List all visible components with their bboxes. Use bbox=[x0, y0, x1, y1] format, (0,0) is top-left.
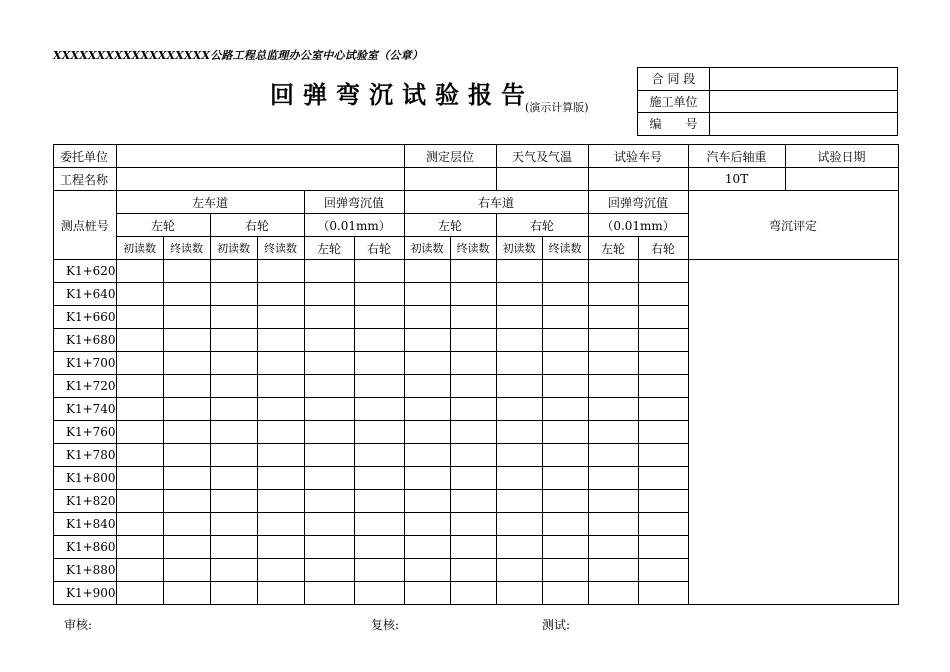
reading-cell[interactable] bbox=[354, 559, 404, 582]
unit-value[interactable] bbox=[710, 90, 898, 113]
reading-cell[interactable] bbox=[163, 352, 210, 375]
right-lane-right-wheel: 右轮 bbox=[496, 214, 588, 237]
station-cell: K1+700 bbox=[54, 352, 117, 375]
reading-cell[interactable] bbox=[404, 283, 450, 306]
reading-cell[interactable] bbox=[163, 329, 210, 352]
reading-cell[interactable] bbox=[638, 260, 688, 283]
reading-cell[interactable] bbox=[542, 398, 588, 421]
station-cell: K1+900 bbox=[54, 582, 117, 605]
reading-cell[interactable] bbox=[638, 536, 688, 559]
client-label: 委托单位 bbox=[54, 145, 117, 168]
reading-cell[interactable] bbox=[210, 398, 257, 421]
reading-cell[interactable] bbox=[354, 329, 404, 352]
reading-cell[interactable] bbox=[257, 582, 304, 605]
reading-cell[interactable] bbox=[304, 582, 354, 605]
reading-cell[interactable] bbox=[496, 582, 542, 605]
reading-cell[interactable] bbox=[163, 536, 210, 559]
reading-cell[interactable] bbox=[638, 398, 688, 421]
reading-cell[interactable] bbox=[210, 352, 257, 375]
reading-cell[interactable] bbox=[496, 513, 542, 536]
reading-cell[interactable] bbox=[210, 467, 257, 490]
right-deflection-header: 回弹弯沉值 bbox=[588, 191, 688, 214]
report-subtitle: (演示计算版) bbox=[525, 101, 589, 114]
reading-cell[interactable] bbox=[450, 444, 496, 467]
project-value[interactable] bbox=[116, 168, 404, 191]
reading-cell[interactable] bbox=[163, 582, 210, 605]
date-value[interactable] bbox=[785, 168, 898, 191]
reading-cell[interactable] bbox=[496, 306, 542, 329]
final-reading-header: 终读数 bbox=[257, 237, 304, 260]
reading-cell[interactable] bbox=[638, 559, 688, 582]
reading-cell[interactable] bbox=[163, 375, 210, 398]
left-deflection-header: 回弹弯沉值 bbox=[304, 191, 404, 214]
reading-cell[interactable] bbox=[257, 375, 304, 398]
reading-cell[interactable] bbox=[210, 490, 257, 513]
reading-cell[interactable] bbox=[404, 444, 450, 467]
reading-cell[interactable] bbox=[542, 375, 588, 398]
reading-cell[interactable] bbox=[304, 283, 354, 306]
left-wheel-header: 左轮 bbox=[304, 237, 354, 260]
reading-cell[interactable] bbox=[304, 306, 354, 329]
right-lane-left-wheel: 左轮 bbox=[404, 214, 496, 237]
reading-cell[interactable] bbox=[210, 260, 257, 283]
reading-cell[interactable] bbox=[163, 260, 210, 283]
reading-cell[interactable] bbox=[304, 513, 354, 536]
reading-cell[interactable] bbox=[404, 398, 450, 421]
axle-label: 汽车后轴重 bbox=[688, 145, 785, 168]
left-lane-left-wheel: 左轮 bbox=[116, 214, 210, 237]
station-cell: K1+760 bbox=[54, 421, 117, 444]
reading-cell[interactable] bbox=[542, 513, 588, 536]
layer-value[interactable] bbox=[404, 168, 496, 191]
vehicle-value[interactable] bbox=[588, 168, 688, 191]
reading-cell[interactable] bbox=[210, 421, 257, 444]
reading-cell[interactable] bbox=[638, 375, 688, 398]
reading-cell[interactable] bbox=[257, 352, 304, 375]
reading-cell[interactable] bbox=[588, 467, 638, 490]
project-label: 工程名称 bbox=[54, 168, 117, 191]
reading-cell[interactable] bbox=[404, 559, 450, 582]
reading-cell[interactable] bbox=[404, 582, 450, 605]
reading-cell[interactable] bbox=[588, 444, 638, 467]
reading-cell[interactable] bbox=[116, 375, 163, 398]
initial-reading-header: 初读数 bbox=[404, 237, 450, 260]
reading-cell[interactable] bbox=[304, 421, 354, 444]
reading-cell[interactable] bbox=[450, 260, 496, 283]
station-header: 测点桩号 bbox=[54, 191, 117, 260]
reading-cell[interactable] bbox=[450, 490, 496, 513]
reading-cell[interactable] bbox=[404, 490, 450, 513]
reading-cell[interactable] bbox=[116, 329, 163, 352]
reading-cell[interactable] bbox=[257, 283, 304, 306]
reading-cell[interactable] bbox=[542, 536, 588, 559]
reading-cell[interactable] bbox=[450, 398, 496, 421]
station-cell: K1+820 bbox=[54, 490, 117, 513]
reading-cell[interactable] bbox=[404, 536, 450, 559]
reading-cell[interactable] bbox=[588, 283, 638, 306]
reading-cell[interactable] bbox=[588, 513, 638, 536]
reading-cell[interactable] bbox=[116, 444, 163, 467]
reading-cell[interactable] bbox=[257, 260, 304, 283]
reading-cell[interactable] bbox=[496, 559, 542, 582]
reading-cell[interactable] bbox=[404, 306, 450, 329]
reading-cell[interactable] bbox=[542, 260, 588, 283]
reading-cell[interactable] bbox=[588, 582, 638, 605]
reading-cell[interactable] bbox=[496, 260, 542, 283]
reading-cell[interactable] bbox=[588, 260, 638, 283]
info-box bbox=[637, 67, 898, 136]
reading-cell[interactable] bbox=[588, 329, 638, 352]
reading-cell[interactable] bbox=[450, 352, 496, 375]
station-cell: K1+800 bbox=[54, 467, 117, 490]
reading-cell[interactable] bbox=[163, 559, 210, 582]
reading-cell[interactable] bbox=[450, 582, 496, 605]
weather-value[interactable] bbox=[496, 168, 588, 191]
reading-cell[interactable] bbox=[638, 582, 688, 605]
number-label: 编 号 bbox=[638, 113, 710, 136]
reading-cell[interactable] bbox=[638, 513, 688, 536]
left-lane-header: 左车道 bbox=[116, 191, 304, 214]
number-value[interactable] bbox=[710, 113, 898, 136]
reading-cell[interactable] bbox=[496, 536, 542, 559]
reading-cell[interactable] bbox=[450, 375, 496, 398]
reading-cell[interactable] bbox=[450, 559, 496, 582]
left-deflection-unit: （0.01mm） bbox=[304, 214, 404, 237]
reading-cell[interactable] bbox=[404, 467, 450, 490]
reading-cell[interactable] bbox=[116, 421, 163, 444]
reading-cell[interactable] bbox=[354, 536, 404, 559]
reading-cell[interactable] bbox=[542, 559, 588, 582]
reading-cell[interactable] bbox=[638, 421, 688, 444]
reading-cell[interactable] bbox=[588, 490, 638, 513]
layer-label: 测定层位 bbox=[404, 145, 496, 168]
final-reading-header: 终读数 bbox=[450, 237, 496, 260]
reading-cell[interactable] bbox=[304, 444, 354, 467]
table-row bbox=[54, 260, 899, 283]
review-label: 审核: bbox=[64, 618, 93, 632]
test-label: 测试: bbox=[542, 618, 571, 632]
reading-cell[interactable] bbox=[210, 513, 257, 536]
reading-cell[interactable] bbox=[210, 329, 257, 352]
reading-cell[interactable] bbox=[257, 421, 304, 444]
reading-cell[interactable] bbox=[304, 398, 354, 421]
reading-cell[interactable] bbox=[404, 352, 450, 375]
reading-cell[interactable] bbox=[354, 398, 404, 421]
reading-cell[interactable] bbox=[304, 559, 354, 582]
reading-cell[interactable] bbox=[210, 375, 257, 398]
reading-cell[interactable] bbox=[210, 283, 257, 306]
reading-cell[interactable] bbox=[588, 375, 638, 398]
reading-cell[interactable] bbox=[304, 490, 354, 513]
reading-cell[interactable] bbox=[163, 490, 210, 513]
reading-cell[interactable] bbox=[163, 283, 210, 306]
reading-cell[interactable] bbox=[116, 260, 163, 283]
reading-cell[interactable] bbox=[588, 559, 638, 582]
reading-cell[interactable] bbox=[450, 467, 496, 490]
reading-cell[interactable] bbox=[542, 329, 588, 352]
reading-cell[interactable] bbox=[354, 513, 404, 536]
reading-cell[interactable] bbox=[404, 375, 450, 398]
reading-cell[interactable] bbox=[450, 513, 496, 536]
right-deflection-unit: （0.01mm） bbox=[588, 214, 688, 237]
reading-cell[interactable] bbox=[257, 513, 304, 536]
reading-cell[interactable] bbox=[304, 536, 354, 559]
initial-reading-header: 初读数 bbox=[210, 237, 257, 260]
station-cell: K1+680 bbox=[54, 329, 117, 352]
final-reading-header: 终读数 bbox=[163, 237, 210, 260]
reading-cell[interactable] bbox=[450, 306, 496, 329]
reading-cell[interactable] bbox=[163, 306, 210, 329]
reading-cell[interactable] bbox=[638, 283, 688, 306]
recheck-label: 复核: bbox=[371, 618, 400, 632]
reading-cell[interactable] bbox=[354, 582, 404, 605]
contract-value[interactable] bbox=[710, 68, 898, 91]
station-cell: K1+860 bbox=[54, 536, 117, 559]
reading-cell[interactable] bbox=[542, 444, 588, 467]
client-value[interactable] bbox=[116, 145, 404, 168]
reading-cell[interactable] bbox=[116, 513, 163, 536]
reading-cell[interactable] bbox=[588, 306, 638, 329]
station-cell: K1+840 bbox=[54, 513, 117, 536]
right-wheel-header: 右轮 bbox=[638, 237, 688, 260]
reading-cell[interactable] bbox=[354, 490, 404, 513]
reading-cell[interactable] bbox=[116, 306, 163, 329]
reading-cell[interactable] bbox=[163, 513, 210, 536]
unit-label: 施工单位 bbox=[638, 90, 710, 113]
reading-cell[interactable] bbox=[163, 398, 210, 421]
left-wheel-header: 左轮 bbox=[588, 237, 638, 260]
station-cell: K1+780 bbox=[54, 444, 117, 467]
org-name: XXXXXXXXXXXXXXXXXX公路工程总监理办公室中心试验室（公章） bbox=[53, 49, 424, 62]
reading-cell[interactable] bbox=[638, 490, 688, 513]
reading-cell[interactable] bbox=[542, 490, 588, 513]
reading-cell[interactable] bbox=[542, 467, 588, 490]
axle-value: 10T bbox=[688, 168, 785, 191]
reading-cell[interactable] bbox=[450, 536, 496, 559]
station-cell: K1+720 bbox=[54, 375, 117, 398]
data-rows bbox=[54, 260, 899, 605]
evaluation-header: 弯沉评定 bbox=[688, 191, 898, 260]
right-wheel-header: 右轮 bbox=[354, 237, 404, 260]
reading-cell[interactable] bbox=[116, 582, 163, 605]
reading-cell[interactable] bbox=[354, 283, 404, 306]
reading-cell[interactable] bbox=[354, 467, 404, 490]
reading-cell[interactable] bbox=[116, 283, 163, 306]
reading-cell[interactable] bbox=[116, 467, 163, 490]
station-cell: K1+740 bbox=[54, 398, 117, 421]
reading-cell[interactable] bbox=[257, 444, 304, 467]
initial-reading-header: 初读数 bbox=[496, 237, 542, 260]
reading-cell[interactable] bbox=[163, 421, 210, 444]
reading-cell[interactable] bbox=[404, 513, 450, 536]
reading-cell[interactable] bbox=[542, 582, 588, 605]
reading-cell[interactable] bbox=[450, 283, 496, 306]
reading-cell[interactable] bbox=[116, 490, 163, 513]
station-cell: K1+880 bbox=[54, 559, 117, 582]
reading-cell[interactable] bbox=[210, 306, 257, 329]
reading-cell[interactable] bbox=[210, 536, 257, 559]
reading-cell[interactable] bbox=[163, 467, 210, 490]
reading-cell[interactable] bbox=[257, 467, 304, 490]
weather-label: 天气及气温 bbox=[496, 145, 588, 168]
reading-cell[interactable] bbox=[354, 444, 404, 467]
reading-cell[interactable] bbox=[638, 306, 688, 329]
reading-cell[interactable] bbox=[116, 352, 163, 375]
reading-cell[interactable] bbox=[210, 582, 257, 605]
reading-cell[interactable] bbox=[496, 490, 542, 513]
reading-cell[interactable] bbox=[496, 375, 542, 398]
reading-cell[interactable] bbox=[163, 444, 210, 467]
reading-cell[interactable] bbox=[542, 421, 588, 444]
evaluation-cell[interactable] bbox=[688, 260, 898, 605]
reading-cell[interactable] bbox=[404, 329, 450, 352]
reading-cell[interactable] bbox=[116, 398, 163, 421]
vehicle-label: 试验车号 bbox=[588, 145, 688, 168]
reading-cell[interactable] bbox=[450, 421, 496, 444]
reading-cell[interactable] bbox=[496, 467, 542, 490]
reading-cell[interactable] bbox=[496, 421, 542, 444]
reading-cell[interactable] bbox=[542, 283, 588, 306]
reading-cell[interactable] bbox=[257, 536, 304, 559]
reading-cell[interactable] bbox=[257, 398, 304, 421]
deflection-table bbox=[53, 144, 899, 605]
reading-cell[interactable] bbox=[588, 398, 638, 421]
reading-cell[interactable] bbox=[257, 329, 304, 352]
reading-cell[interactable] bbox=[638, 444, 688, 467]
reading-cell[interactable] bbox=[116, 536, 163, 559]
report-title: 回弹弯沉试验报告 bbox=[270, 80, 534, 109]
reading-cell[interactable] bbox=[638, 467, 688, 490]
reading-cell[interactable] bbox=[210, 444, 257, 467]
reading-cell[interactable] bbox=[496, 283, 542, 306]
reading-cell[interactable] bbox=[257, 306, 304, 329]
reading-cell[interactable] bbox=[304, 467, 354, 490]
final-reading-header: 终读数 bbox=[542, 237, 588, 260]
reading-cell[interactable] bbox=[354, 260, 404, 283]
right-lane-header: 右车道 bbox=[404, 191, 588, 214]
reading-cell[interactable] bbox=[588, 352, 638, 375]
initial-reading-header: 初读数 bbox=[116, 237, 163, 260]
reading-cell[interactable] bbox=[496, 398, 542, 421]
reading-cell[interactable] bbox=[496, 444, 542, 467]
reading-cell[interactable] bbox=[304, 329, 354, 352]
station-cell: K1+640 bbox=[54, 283, 117, 306]
reading-cell[interactable] bbox=[404, 421, 450, 444]
reading-cell[interactable] bbox=[450, 329, 496, 352]
reading-cell[interactable] bbox=[354, 306, 404, 329]
reading-cell[interactable] bbox=[116, 559, 163, 582]
reading-cell[interactable] bbox=[304, 352, 354, 375]
reading-cell[interactable] bbox=[588, 421, 638, 444]
reading-cell[interactable] bbox=[588, 536, 638, 559]
reading-cell[interactable] bbox=[354, 352, 404, 375]
reading-cell[interactable] bbox=[496, 352, 542, 375]
reading-cell[interactable] bbox=[542, 306, 588, 329]
reading-cell[interactable] bbox=[496, 329, 542, 352]
reading-cell[interactable] bbox=[210, 559, 257, 582]
contract-label: 合 同 段 bbox=[638, 68, 710, 91]
reading-cell[interactable] bbox=[257, 559, 304, 582]
reading-cell[interactable] bbox=[354, 375, 404, 398]
reading-cell[interactable] bbox=[404, 260, 450, 283]
reading-cell[interactable] bbox=[542, 352, 588, 375]
reading-cell[interactable] bbox=[354, 421, 404, 444]
station-cell: K1+660 bbox=[54, 306, 117, 329]
date-label: 试验日期 bbox=[785, 145, 898, 168]
left-lane-right-wheel: 右轮 bbox=[210, 214, 304, 237]
reading-cell[interactable] bbox=[304, 260, 354, 283]
reading-cell[interactable] bbox=[638, 329, 688, 352]
reading-cell[interactable] bbox=[638, 352, 688, 375]
reading-cell[interactable] bbox=[304, 375, 354, 398]
reading-cell[interactable] bbox=[257, 490, 304, 513]
station-cell: K1+620 bbox=[54, 260, 117, 283]
